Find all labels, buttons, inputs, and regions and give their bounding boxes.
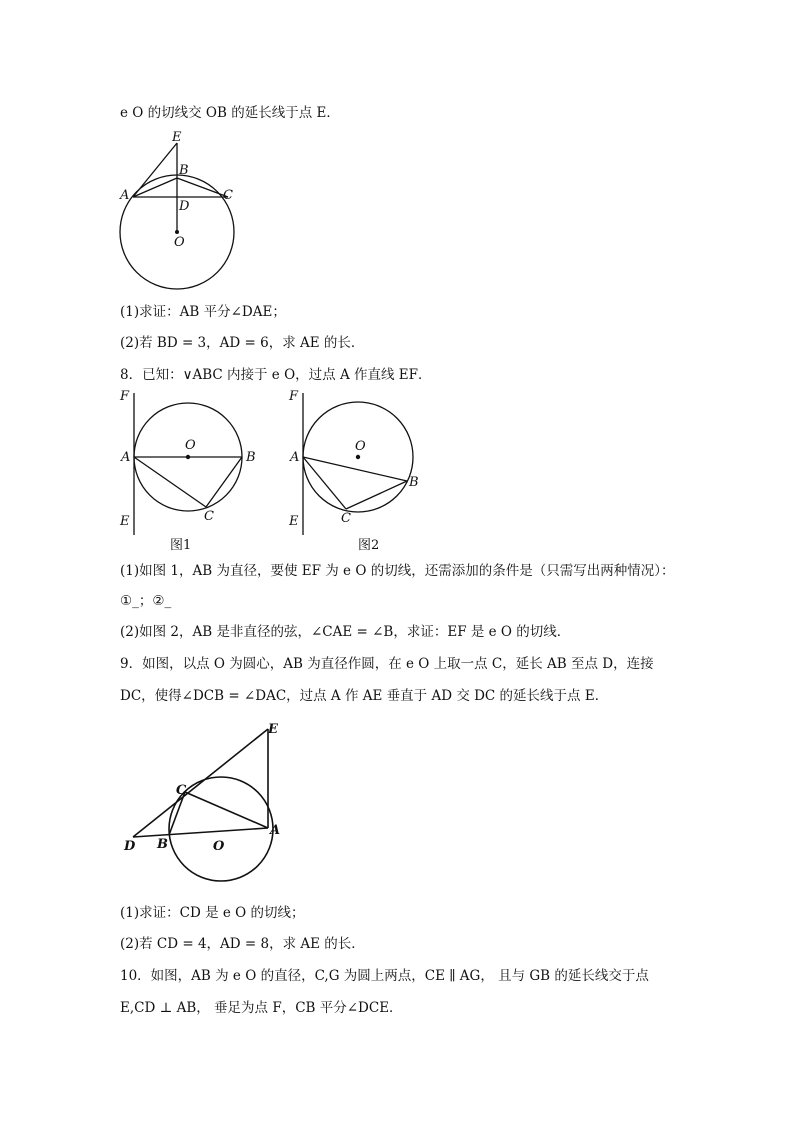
fig8a-label-C: C bbox=[204, 509, 214, 524]
fig7-label-A: A bbox=[120, 188, 130, 203]
fig8a-label-O: O bbox=[185, 438, 196, 453]
fig8b-center-dot bbox=[356, 455, 360, 459]
fig7-label-D: D bbox=[179, 199, 190, 214]
fig8a-label-A: A bbox=[121, 450, 131, 465]
q8-blanks: ①_；②_ bbox=[120, 593, 172, 609]
fig8b-label-C: C bbox=[341, 511, 351, 526]
fig8b-label-O: O bbox=[355, 439, 366, 454]
fig9-line-DE bbox=[133, 729, 268, 837]
fig9-label-E: E bbox=[268, 722, 278, 737]
q8-stem: 8．已知：∨ABC 内接于 e O，过点 A 作直线 EF． bbox=[120, 367, 432, 383]
fig7-label-B: B bbox=[179, 163, 189, 178]
fig9-label-D: D bbox=[124, 839, 136, 854]
fig8a-caption: 图1 bbox=[170, 538, 192, 553]
fig8b-label-A: A bbox=[290, 450, 300, 465]
fig8a-label-B: B bbox=[246, 450, 256, 465]
figure-9 bbox=[118, 718, 293, 893]
fig7-center-dot bbox=[175, 230, 179, 234]
fig8a-label-F: F bbox=[120, 389, 130, 404]
fig9-label-C: C bbox=[176, 783, 187, 798]
fig8b-label-E: E bbox=[289, 514, 299, 529]
fig8b-caption: 图2 bbox=[358, 538, 380, 553]
q9-part2: (2)若 CD = 4，AD = 8，求 AE 的长． bbox=[120, 936, 365, 952]
q7-part1: (1)求证：AB 平分∠DAE； bbox=[120, 304, 286, 320]
q9-part1: (1)求证：CD 是 e O 的切线； bbox=[120, 905, 305, 921]
figure-8-1 bbox=[115, 385, 265, 555]
fig8a-line-BC bbox=[206, 457, 242, 507]
fig9-line-DA bbox=[133, 828, 268, 837]
fig8b-line-AB bbox=[303, 457, 407, 481]
fig7-line-AB bbox=[133, 178, 177, 197]
fig9-label-A: A bbox=[270, 823, 281, 838]
fig9-line-CA bbox=[185, 792, 268, 828]
q10-stem-line1: 10．如图，AB 为 e O 的直径，C,G 为圆上两点，CE ∥ AG， 且与 GB 的延长线交于点 bbox=[120, 968, 649, 984]
fig9-label-O: O bbox=[213, 839, 225, 854]
fig7-label-O: O bbox=[174, 235, 185, 250]
fig7-label-E: E bbox=[172, 130, 182, 145]
fig9-label-B: B bbox=[157, 837, 168, 852]
fig7-line-AE bbox=[133, 143, 177, 197]
fig7-label-C: C bbox=[223, 188, 233, 203]
q9-stem-line2: DC，使得∠DCB = ∠DAC，过点 A 作 AE 垂直于 AD 交 DC 的延长线于点 E． bbox=[120, 688, 609, 704]
text-line-1: e O 的切线交 OB 的延长线于点 E． bbox=[120, 105, 340, 121]
fig8b-label-B: B bbox=[409, 475, 419, 490]
q8-part2: (2)如图 2，AB 是非直径的弦，∠CAE = ∠B，求证：EF 是 e O 的切线． bbox=[120, 624, 571, 640]
q7-part2: (2)若 BD = 3，AD = 6，求 AE 的长． bbox=[120, 335, 365, 351]
fig8a-center-dot bbox=[186, 455, 190, 459]
figure-7 bbox=[110, 128, 250, 290]
q8-part1: (1)如图 1，AB 为直径，要使 EF 为 e O 的切线，还需添加的条件是（只需写出两种情况）： bbox=[120, 563, 675, 579]
fig8a-line-AC bbox=[134, 457, 206, 507]
figure-8-2 bbox=[283, 385, 433, 555]
q9-stem-line1: 9．如图，以点 O 为圆心，AB 为直径作圆，在 e O 上取一点 C，延长 AB 至点 D，连接 bbox=[120, 656, 654, 672]
q10-stem-line2: E,CD ⊥ AB， 垂足为点 F，CB 平分∠DCE． bbox=[120, 1000, 403, 1016]
fig8a-label-E: E bbox=[120, 514, 130, 529]
fig8b-label-F: F bbox=[289, 389, 299, 404]
